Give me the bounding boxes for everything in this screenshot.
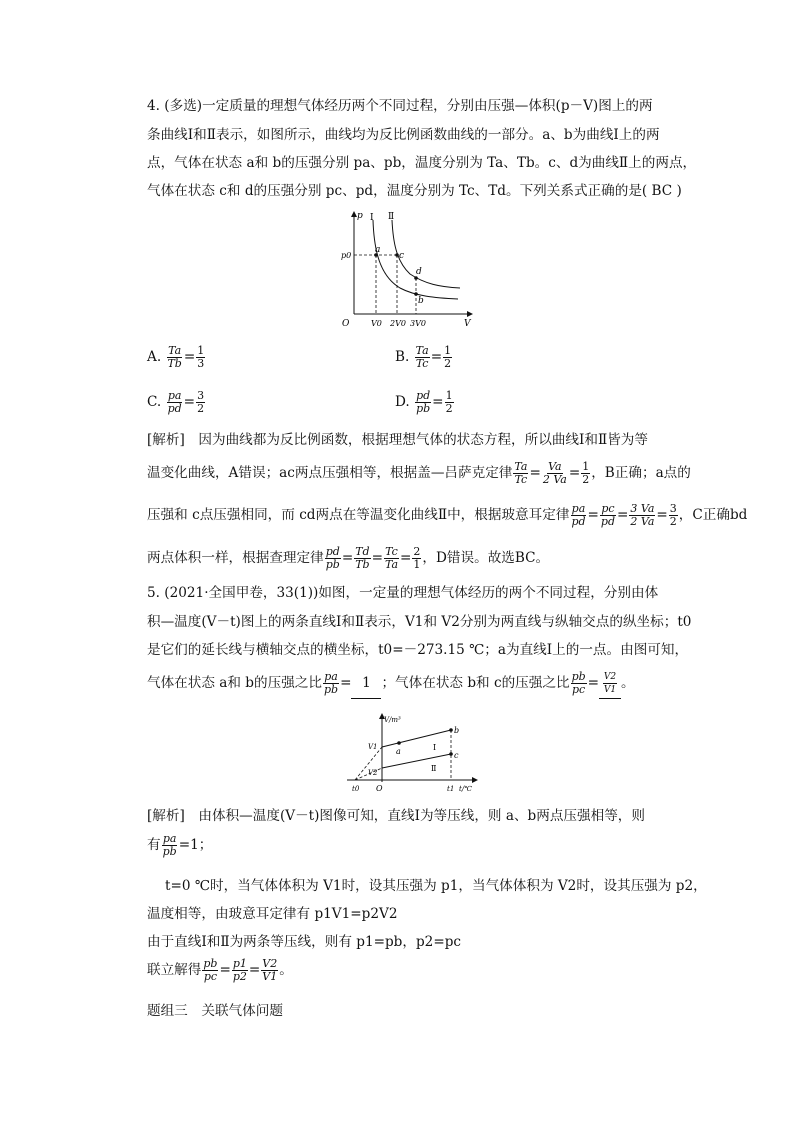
q5-l2d: pb: [162, 845, 177, 858]
q4-text-line2: 条曲线Ⅰ和Ⅱ表示，如图所示，曲线均为反比例函数曲线的一部分。a、b为曲线Ⅰ上的两: [147, 127, 660, 143]
option-d-num: pd: [416, 389, 431, 402]
q5-analysis-line2: [147, 830, 212, 860]
q5-s1n: pb: [203, 957, 218, 970]
q5-origin-label: O: [376, 784, 383, 793]
q4-p0-label: p0: [341, 251, 352, 260]
option-d-vden: 2: [445, 402, 453, 415]
q4-option-a: [147, 345, 206, 370]
q5-analysis-line6: 联立解得 $\frac{pb}{pc}$ = $\frac{p1}{p2}$ = $\frac{V2}{V1}$ 。: [147, 957, 293, 983]
option-c-num: pa: [167, 389, 182, 402]
q5-analysis-line6b: 。: [279, 962, 293, 978]
q4-curve1-label: Ⅰ: [370, 213, 374, 223]
option-c-eq: =: [183, 394, 196, 410]
q5-r2n: pb: [571, 670, 586, 683]
section-title: 题组三 关联气体问题: [147, 1003, 283, 1019]
q4-option-c: [147, 390, 206, 415]
q4-f1n: Ta: [514, 460, 528, 473]
q4-label-b: b: [418, 296, 424, 306]
q4-analysis-line2b: ，B正确；a点的: [591, 465, 691, 481]
q5-line4c: 。: [621, 675, 635, 691]
q4-analysis-line4b: ，D错误。故选BC。: [422, 550, 550, 566]
q4-f2d: 2 Va: [542, 473, 567, 486]
q4-h1n: pd: [325, 545, 340, 558]
q5-text-line3: 是它们的延长线与横轴交点的横坐标，t0=－273.15 ℃；a为直线Ⅰ上的一点。由图可知，: [147, 642, 689, 658]
q5-t0-label: t0: [352, 785, 360, 793]
q4-g2d: pd: [600, 515, 616, 528]
q4-y-label: p: [357, 211, 363, 221]
q5-label-v2: V2: [368, 769, 378, 777]
option-c-vden: 2: [197, 402, 205, 415]
option-c-label: C.: [147, 394, 162, 410]
q5-analysis-line1: [解析] 由体积—温度(V－t)图像可知，直线Ⅰ为等压线，则 a、b两点压强相等，则: [147, 808, 645, 824]
q5-text-line1: 5. (2021·全国甲卷，33(1))如图，一定量的理想气体经历的两个不同过程，分别由体: [147, 585, 659, 601]
q4-text-line1: 4. (多选)一定质量的理想气体经历两个不同过程，分别由压强—体积(p－V)图上的两: [147, 98, 653, 114]
q4-f3n: 1: [582, 460, 590, 473]
q4-option-d: [395, 390, 455, 415]
q5-y-label: V/m³: [384, 716, 401, 724]
q5-analysis-line2a: 有: [147, 837, 161, 853]
q4-analysis-line3: 压强和 c点压强相同，而 cd两点在等温变化曲线Ⅱ中，根据玻意耳定律 $\frac{pa}{pd}$ = $\frac{pc}{pd}$ = $\frac{3 Va}{2 Va}$ = $\frac{3}{2}$ ，C正确bd: [147, 502, 748, 528]
q5-line4a: 气体在状态 a和 b的压强之比: [147, 675, 322, 691]
q4-h2n: Td: [355, 545, 370, 558]
q5-analysis-line4: 温度相等，由玻意耳定律有 p1V1=p2V2: [147, 906, 398, 922]
q5-text-line4: 气体在状态 a和 b的压强之比 $\frac{pa}{pb}$ = 1 ；气体在状态 b和 c的压强之比 $\frac{pb}{pc}$ = $\frac{V2}{V1}$ 。: [147, 668, 635, 699]
q4-h3d: Ta: [384, 558, 399, 571]
q5-x-label: t/℃: [459, 785, 473, 793]
q5-analysis-line6a: 联立解得: [147, 962, 202, 978]
q5-s3d: V1: [262, 970, 278, 983]
q5-vt-graph: [343, 712, 483, 796]
option-a-eq: =: [183, 349, 196, 365]
q5-analysis-line2b: =1；: [178, 837, 213, 853]
q4-f2n: Va: [548, 460, 562, 473]
q5-a2n: V2: [603, 672, 617, 682]
q5-line2-label: Ⅱ: [431, 764, 437, 773]
q5-label-a: a: [396, 747, 401, 756]
q4-h4d: 1: [413, 558, 421, 571]
q5-point-a: [397, 741, 401, 745]
q4-h4n: 2: [413, 545, 421, 558]
q5-analysis-line5: 由于直线Ⅰ和Ⅱ为两条等压线，则有 p1=pb，p2=pc: [147, 934, 462, 950]
q5-t1-label: t1: [447, 785, 455, 793]
q5-line-1: [382, 730, 451, 747]
q5-point-c: [449, 752, 453, 756]
option-b-vnum: 1: [444, 344, 452, 357]
q5-label-v1: V1: [368, 743, 378, 751]
option-d-eq: =: [432, 394, 444, 410]
option-a-vnum: 1: [197, 344, 205, 357]
q5-label-b: b: [454, 726, 460, 735]
q5-s2n: p1: [232, 957, 247, 970]
q4-text-line3: 点，气体在状态 a和 b的压强分别 pa、pb，温度分别为 Ta、Tb。c、d为曲线Ⅱ上的两点，: [147, 155, 697, 171]
q4-h3n: Tc: [385, 545, 398, 558]
q5-line4b: ；气体在状态 b和 c的压强之比: [381, 675, 570, 691]
q5-r1n: pa: [324, 670, 338, 683]
q5-answer1: 1: [351, 668, 381, 699]
q5-line1-label: Ⅰ: [433, 743, 437, 752]
q4-analysis-line2: 温变化曲线，A错误；ac两点压强相等，根据盖—吕萨克定律 $\frac{Ta}{Tc}$ = $\frac{Va}{2 Va}$ = $\frac{1}{2}$ ，B正确；a点的: [147, 460, 691, 486]
q5-r1d: pb: [323, 683, 339, 696]
option-a-num: Ta: [168, 344, 182, 357]
q4-f1d: Tc: [514, 473, 528, 486]
q4-analysis-line2a: 温变化曲线，A错误；ac两点压强相等，根据盖—吕萨克定律: [147, 465, 513, 481]
q4-analysis-line3b: ，C正确bd: [678, 507, 748, 523]
q4-x-label: V: [464, 319, 471, 329]
q4-curve2-label: Ⅱ: [388, 212, 395, 222]
q5-line-2: [382, 754, 451, 768]
q4-g4n: 3: [669, 502, 677, 515]
q4-h2d: Tb: [355, 558, 370, 571]
q4-pv-graph: [340, 206, 480, 332]
q5-label-c: c: [454, 751, 459, 760]
q5-a2d: V1: [603, 685, 617, 695]
q5-answer2: [599, 668, 621, 699]
q4-analysis-line4: 两点体积一样，根据查理定律 $\frac{pd}{pb}$ = $\frac{Td}{Tb}$ = $\frac{Tc}{Ta}$ = $\frac{2}{1}$ ，D错误。故选BC。: [147, 545, 550, 571]
option-b-label: B.: [395, 349, 410, 365]
q4-g3n: 3 Va: [630, 502, 655, 515]
q5-analysis-line3: t=0 ℃时，当气体体积为 V1时，设其压强为 p1，当气体体积为 V2时，设其压强为 p2，: [165, 878, 707, 894]
option-a-den: Tb: [167, 357, 182, 370]
option-b-eq: =: [430, 349, 443, 365]
option-d-label: D.: [395, 394, 410, 410]
option-c-vnum: 3: [197, 389, 205, 402]
option-d-vnum: 1: [445, 389, 453, 402]
q4-tick-v0: V0: [371, 319, 382, 328]
option-b-den: Tc: [415, 357, 429, 370]
q4-g1d: pd: [571, 515, 586, 528]
q4-tick-2v0: 2V0: [390, 319, 406, 328]
q4-f3d: 2: [582, 473, 590, 486]
q4-label-a: a: [375, 245, 381, 255]
option-a-label: A.: [147, 349, 162, 365]
q4-analysis-line1: [解析] 因为曲线都为反比例函数，根据理想气体的状态方程，所以曲线Ⅰ和Ⅱ皆为等: [147, 432, 648, 448]
q4-label-d: d: [416, 267, 422, 277]
q4-tick-3v0: 3V0: [410, 319, 426, 328]
q4-origin-label: O: [342, 319, 350, 329]
option-d-den: pb: [416, 402, 431, 415]
q4-label-c: c: [399, 251, 405, 261]
q4-h1d: pb: [325, 558, 340, 571]
q4-analysis-line3a: 压强和 c点压强相同，而 cd两点在等温变化曲线Ⅱ中，根据玻意耳定律: [147, 507, 570, 523]
q5-text-line2: 积—温度(V－t)图上的两条直线Ⅰ和Ⅱ表示，V1和 V2分别为两直线与纵轴交点的纵坐标；t0: [147, 614, 692, 630]
q5-s3n: V2: [262, 957, 278, 970]
q4-g3d: 2 Va: [630, 515, 655, 528]
q5-point-b: [449, 728, 453, 732]
q5-r2d: pc: [572, 683, 586, 696]
q5-s2d: p2: [232, 970, 247, 983]
option-b-num: Ta: [415, 344, 429, 357]
q4-analysis-line4a: 两点体积一样，根据查理定律: [147, 550, 324, 566]
q4-text-line4: 气体在状态 c和 d的压强分别 pc、pd，温度分别为 Tc、Td。下列关系式正确的是( BC ): [147, 183, 682, 199]
q4-option-b: [395, 345, 453, 370]
option-a-vden: 3: [197, 357, 205, 370]
q4-g4d: 2: [669, 515, 677, 528]
q5-l2n: pa: [162, 832, 177, 845]
q4-g2n: pc: [601, 502, 615, 515]
option-b-vden: 2: [444, 357, 452, 370]
q4-g1n: pa: [571, 502, 586, 515]
option-c-den: pd: [167, 402, 182, 415]
q5-s1d: pc: [203, 970, 218, 983]
